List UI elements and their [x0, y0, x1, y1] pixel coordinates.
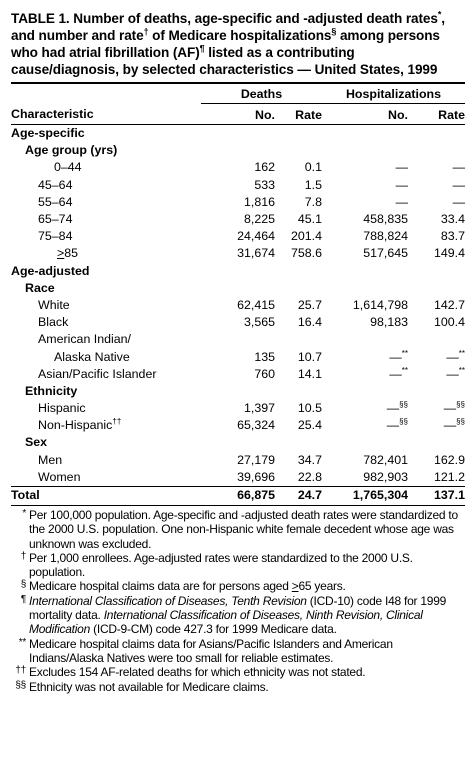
table-row: Non-Hispanic†† 65,324 25.4 —§§ —§§	[38, 417, 465, 433]
title-text: listed as a contributing cause/diagnosis, by selected characteristics — United States, 1999	[11, 45, 438, 77]
title-footnote-mark: †	[143, 26, 149, 37]
total-row: Total 66,875 24.7 1,765,304 137.1	[11, 486, 465, 505]
footnote: †† Excludes 154 AF-related deaths for which ethnicity was not stated.	[15, 665, 366, 680]
footnote: † Per 1,000 enrollees. Age-adjusted rates were standardized to the 2000 U.S. population.	[20, 550, 413, 580]
table-row: Black 3,565 16.4 98,183 100.4	[38, 315, 465, 330]
data-table	[11, 82, 465, 506]
table-row: White 62,415 25.7 1,614,798 142.7	[38, 297, 465, 312]
title-text: TABLE 1. Number of deaths, age-specific and -adjusted death rates	[11, 11, 438, 26]
title-footnote-mark: ¶	[199, 43, 205, 54]
hospitalizations-group-header: Hospitalizations	[322, 84, 465, 104]
gte-symbol: >	[291, 579, 299, 594]
subsection-row: Race	[25, 280, 55, 295]
footnote: * Per 100,000 population. Age-specific and -adjusted death rates were standardized to the 2000 U.S. population. One non-Hispanic white female decedent whose age was unknown was excluded.	[22, 507, 458, 551]
gte-symbol: >	[57, 246, 65, 261]
hosp-no-header: No.	[322, 104, 408, 125]
table-row: Women 39,696 22.8 982,903 121.2	[38, 469, 465, 484]
table-row: Asian/Pacific Islander 760 14.1 —** —**	[38, 365, 465, 381]
title-footnote-mark: §	[331, 26, 337, 37]
table-row: 75–84 24,464 201.4 788,824 83.7	[38, 229, 465, 244]
subsection-row: Sex	[25, 435, 48, 450]
group-header-row	[11, 84, 465, 104]
footnote: ¶ International Classification of Diseases, Tenth Revision (ICD-10) code I48 for 1999 mortality data. International Classification of Diseases, Ninth Revision, Clinical Modification (ICD-9-CM) code 427.3 for 1999 Medicare data.	[20, 593, 447, 637]
deaths-no-header: No.	[201, 104, 275, 125]
title-text: of Medicare hospitalizations	[148, 28, 332, 43]
table-title	[11, 10, 465, 78]
table-row: American Indian/	[38, 332, 131, 347]
characteristic-header: Characteristic	[11, 104, 201, 125]
footnotes	[11, 508, 465, 694]
title-footnote-mark: *	[437, 9, 442, 20]
table-row: 65–74 8,225 45.1 458,835 33.4	[38, 212, 465, 227]
table-row: Men 27,179 34.7 782,401 162.9	[38, 452, 465, 467]
subsection-row: Age group (yrs)	[25, 143, 118, 158]
section-row: Age-specific	[11, 126, 85, 141]
table-row: >85 31,674 758.6 517,645 149.4	[57, 246, 465, 261]
section-row: Age-adjusted	[11, 263, 90, 278]
deaths-rate-header: Rate	[275, 104, 322, 125]
table-row: Hispanic 1,397 10.5 —§§ —§§	[38, 399, 465, 416]
footnote: ** Medicare hospital claims data for Asians/Pacific Islanders and American Indians/Alaska Natives were too small for reliable estimates.	[18, 636, 393, 665]
footnote: §§ Ethnicity was not available for Medicare claims.	[15, 679, 269, 694]
table-row: 55–64 1,816 7.8 — —	[38, 194, 465, 209]
hosp-rate-header: Rate	[408, 104, 465, 125]
title-text: , and number and rate	[11, 11, 445, 43]
column-header-row	[11, 104, 465, 125]
table-row: 45–64 533 1.5 — —	[38, 177, 465, 192]
table-row: Alaska Native 135 10.7 —** —**	[54, 348, 465, 364]
deaths-group-header: Deaths	[201, 84, 322, 104]
footnote: § Medicare hospital claims data are for persons aged >65 years.	[20, 579, 346, 594]
title-text: among persons who had atrial fibrillation (AF)	[11, 28, 440, 60]
table-row: 0–44 162 0.1 — —	[54, 160, 465, 175]
subsection-row: Ethnicity	[25, 383, 78, 398]
